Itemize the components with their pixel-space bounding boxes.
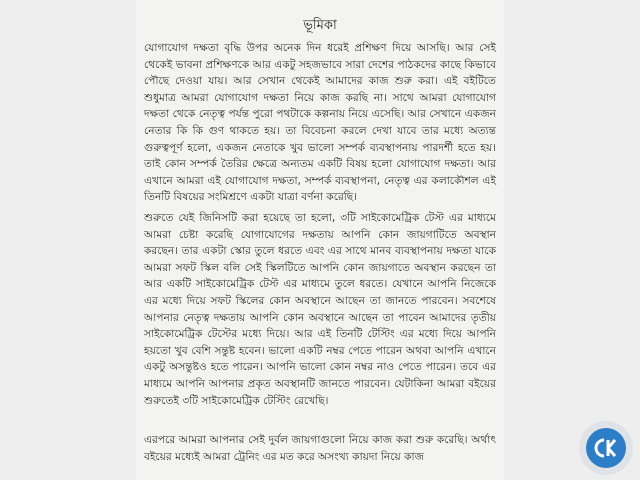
page-title: ভূমিকা bbox=[303, 18, 337, 33]
ck-logo-icon bbox=[578, 420, 634, 476]
paragraph-1: যোগাযোগ দক্ষতা বৃদ্ধি উপর অনেক দিন ধরেই প্রশিক্ষণ দিয়ে আসছি। আর সেই থেকেই ভাবনা প্রশিক্ষণকে আর একটু সহজভাবে সারা দেশের পাঠকদের কাছে কিভাবে পৌছে দেওয়া যায়। আর সেখান থেকেই আমাদের কাজ শুরু করা। এই বইটিতে শুধুমাত্র আমরা যোগাযোগ দক্ষতা নিয়ে কাজ করছি না। সাথে আমরা যোগাযোগ দক্ষতা থেকে নেতৃত্ব পর্যন্ত পুরো পথটাকে কল্পনায় নিয়ে এসেছি। আর সেখানে একজন নেতার কি কি গুণ থাকতে হয়। তা বিবেচনা করলে দেখা যাবে তার মধ্যে অত্যন্ত গুরুত্বপূর্ণ হলো, একজন নেতাকে খুব ভালো সম্পর্ক ব্যবস্থাপনায় পারদর্শী হতে হয়। তাই কোন সম্পর্ক তৈরির ক্ষেত্রে অন্যতম একটি বিষয় হলো যোগাযোগ দক্ষতা। আর এখানে আমরা এই যোগাযোগ দক্ষতা, সম্পর্ক ব্যবস্থাপনা, নেতৃত্ব এর কলাকৌশল এই তিনটি বিষয়ের সংমিশ্রণে একটা যাত্রা বর্ণনা করেছি। bbox=[144, 42, 496, 204]
paragraph-3: এরপরে আমরা আপনার সেই দুর্বল জায়গাগুলো নিয়ে কাজ করা শুরু করেছি। অর্থাৎ বইয়ের মধ্যেই আমরা ট্রেনিং এর মত করে অসংখ্য কায়দা নিয়ে কাজ bbox=[144, 434, 496, 463]
paragraph-2: শুরুতে যেই জিনিসটি করা হয়েছে তা হলো, ৩টি সাইকোমেট্রিক টেস্ট এর মাধ্যমে আমরা চেষ্টা করেছি যোগাযোগের দক্ষতায় আপনি কোন জায়গাটিতে অবস্থান করছেন। তার একটা স্কোর তুলে ধরতে এবং এর সাথে মানব ব্যবস্থাপনায় দক্ষতা যাকে আমরা সফট স্কিল বলি সেই স্কিলটিতে আপনি কোন জায়গাতে অবস্থান করছেন তা আর একটি সাইকোমেট্রিক টেস্ট এর মাধ্যমে তুলে ধরতে। যেখানে আপনি নিজেকে এর মধ্যে দিয়ে সফট স্কিলের কোন অবস্থানে আছেন তা জানতে পারবেন। সবশেষে আপনার নেতৃত্ব দক্ষতায় আপনি কোন অবস্থানে আছেন তা পাবেন আমাদের তৃতীয় সাইকোমেট্রিক টেস্টের মধ্যে দিয়ে। আর এই তিনটি টেস্টিং এর মধ্যে দিয়ে আপনি হয়তো খুব বেশি সন্তুষ্ট হবেন। ভালো একটি নম্বর পেতে পারেন অথবা আপনি এখানে একটু অসন্তুষ্টও হতে পারেন। আপনি ভালো কোন নম্বর নাও পেতে পারেন। তবে এর মাধ্যমে আপনি আপনার প্রকৃত অবস্থানটি জানতে পারবেন। যেটাকিনা আমরা বইয়ের শুরুতেই ৩টি সাইকোমেট্রিক টেস্টিং রেখেছি। bbox=[144, 212, 496, 407]
logo-disc bbox=[586, 428, 626, 468]
book-page bbox=[136, 0, 504, 480]
